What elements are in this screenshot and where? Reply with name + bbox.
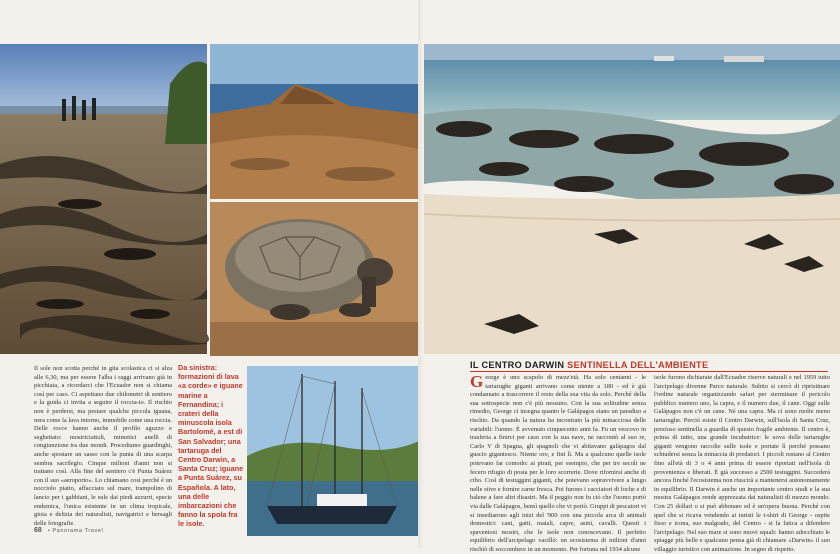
title-rule (470, 371, 828, 372)
photo-beach-iguanas (424, 44, 840, 354)
page-gutter (418, 0, 424, 548)
photo-caption: Da sinistra: formazioni di lava «a corde» e iguane marine a Fernandina; i crateri della minuscola isola Bartolomé, a est di San Salvador; una tartaruga del Centro Darwin, a Santa Cruz; iguane a Punta Suárez, su Española. A lato, una delle imbarcazioni che fanno la spola fra le isole. (178, 363, 244, 529)
section-title (470, 360, 830, 370)
article-column-1-text: eorge è uno scapolo di mezz'età. Ha solo centanni - le tartarughe giganti arrivano come niente a 180 - ed è già condannato a trascorrere il resto della sua vita da solo. Perché della sua sottospecie non c'è più nessuno. Con la sua solitudine senza rimedio, George ci insegna quanto le Galápagos siano un paradiso a rischio. Da quando la natura ha incontrato la più minacciosa delle variabili: l'uomo. È avvenuto cinquecento anni fa. Fu un vescovo in trasferta a finirci per caso con la sua nave, ne raccontò al suo re, Carlo V di Spagna, gli spagnoli che vi abitavano galápagos dal guscio gigantesco. Niente oro, e fini lì. Ma a qualcuno quelle isole potevano far comodo: ai pirati, per esempio, che per tre secoli ne fecero rifugio di posta per le loro scorrerie. Dove rifornirsi anche di cibo. Così di testuggini giganti, che potevano sopravvivere a lungo nelle stive e fornire carne fresca. Poi furono i cacciatori di foche e di balene a fare altri disastri. Ma il peggio non fu ciò che l'uomo portò via dalle Galápagos, bensì quello che vi portò. Gruppi di pescatori vi si insediarono agli inizi del '900 con una piccola arca di animali domestici: cani, gatti, maiali, capre, asini, cavalli. Questi i spaventosi mostri, che le isole non conoscevano. Il perfetto equilibrio dell'arcipelago vacillò: un ecosistema di milioni d'anni rischiò di soccombere in un momento. Per fortuna nel 1934 alcune (470, 374, 646, 553)
photo-volcanic-islet (210, 44, 418, 199)
section-title-main: IL CENTRO DARWIN (470, 360, 565, 370)
body-text-left: Il sole non scotta perché in gita scolastica ci si alza alle 6,30, ma per essere l'alba i raggi arrivano già in picchiata, a ricordarci che l'Ecuador non si chiama così per caso. Ci aspettano due chilometri di sentiero e la guida ci invita a seguire il roccia-io. Il rischio non è perdersi, ma pestare qualche piccola iguana, nera come la lava intorno, immobile come una roccia. Delle rocce hanno anche il profilo aguzzo e seghettato: mostriciattoli, mimetici anelli di congiunzione tra due mondi. Procediamo guardinghi, anche spostare un sasso con la punta di una scarpa sembra sacrilegio. Cinque milioni d'anni non si trattano così. Alla fine del sentiero c'è Punta Suárez con il suo «aeroporto». Lo chiamano così perché è un nocciolo piatto, affacciato sul mare, trampolino di lancio per i gabbiani, le sule dai piedi azzurri, specie endemica, l'unica esistente in un clima tropicale, gioia e delizia dei naturalisti, navigatrici e bersagli delle fotografie. (34, 365, 172, 527)
photo-iguanas-lava (0, 44, 207, 354)
page-folio (34, 527, 103, 534)
photo-giant-tortoise (210, 202, 418, 356)
photo-sailboat (247, 366, 419, 536)
article-column-2: isole furono dichiarate dall'Ecuador riserve naturali e nel 1959 tutto l'arcipelago divenne Parco naturale. Subito si cercò di ripristinare l'ordine naturale organizzando safari per sterminare il pericolo pubblico numero uno, la capra, e il numero due, il cane. Oggi sulle Galápagos non c'è un cane. Né una capra. Ma ci sono molte meno tartarughe. Perciò esiste il Centro Darwin, sull'isola di Santa Cruz, prezioso sentinella a guardia di questo fragile ambiente. Il centro è, prima di tutto, una grande incubatrice: le uova delle tartarughe giganti vengono raccolte sulle isole e portate lì perché possano schiudersi senza la minaccia di predatori. I piccoli restano al Centro fino all'età di 3 o 4 anni prima di essere riportati nell'isola di provenienza e liberati. È già successo a 2500 testuggini. Succederà ancora finché l'ecosistema non riuscirà a mantenersi autonomamente in equilibrio. Il Darwin è anche un importante centro studi e la sua mostra Galápagos rende apprezzata dai naturalisti di mezzo mondo. Con 25 dollari o si può abbonare ed è un'opera buona. Perché con quel che si ricava vendendo ai turisti le t-shirt di George - ospite fisso e icona, suo malgrado, del Centro - si fa fatica a difendere l'arcipelago. Nel suo mare si sono nuovi squali: hanno adocchiato le spiagge più belle e qualcuno pensa già di chiamare «Darwin» il suo villaggio turistico con animazione. In segno di rispetto. (654, 374, 830, 553)
section-title-sub: SENTINELLA DELL'AMBIENTE (567, 360, 709, 370)
article-column-1 (470, 372, 646, 553)
drop-cap: G (470, 372, 484, 391)
publication-name: • Panorama Travel (47, 528, 104, 534)
page-number: 68 (34, 527, 42, 534)
